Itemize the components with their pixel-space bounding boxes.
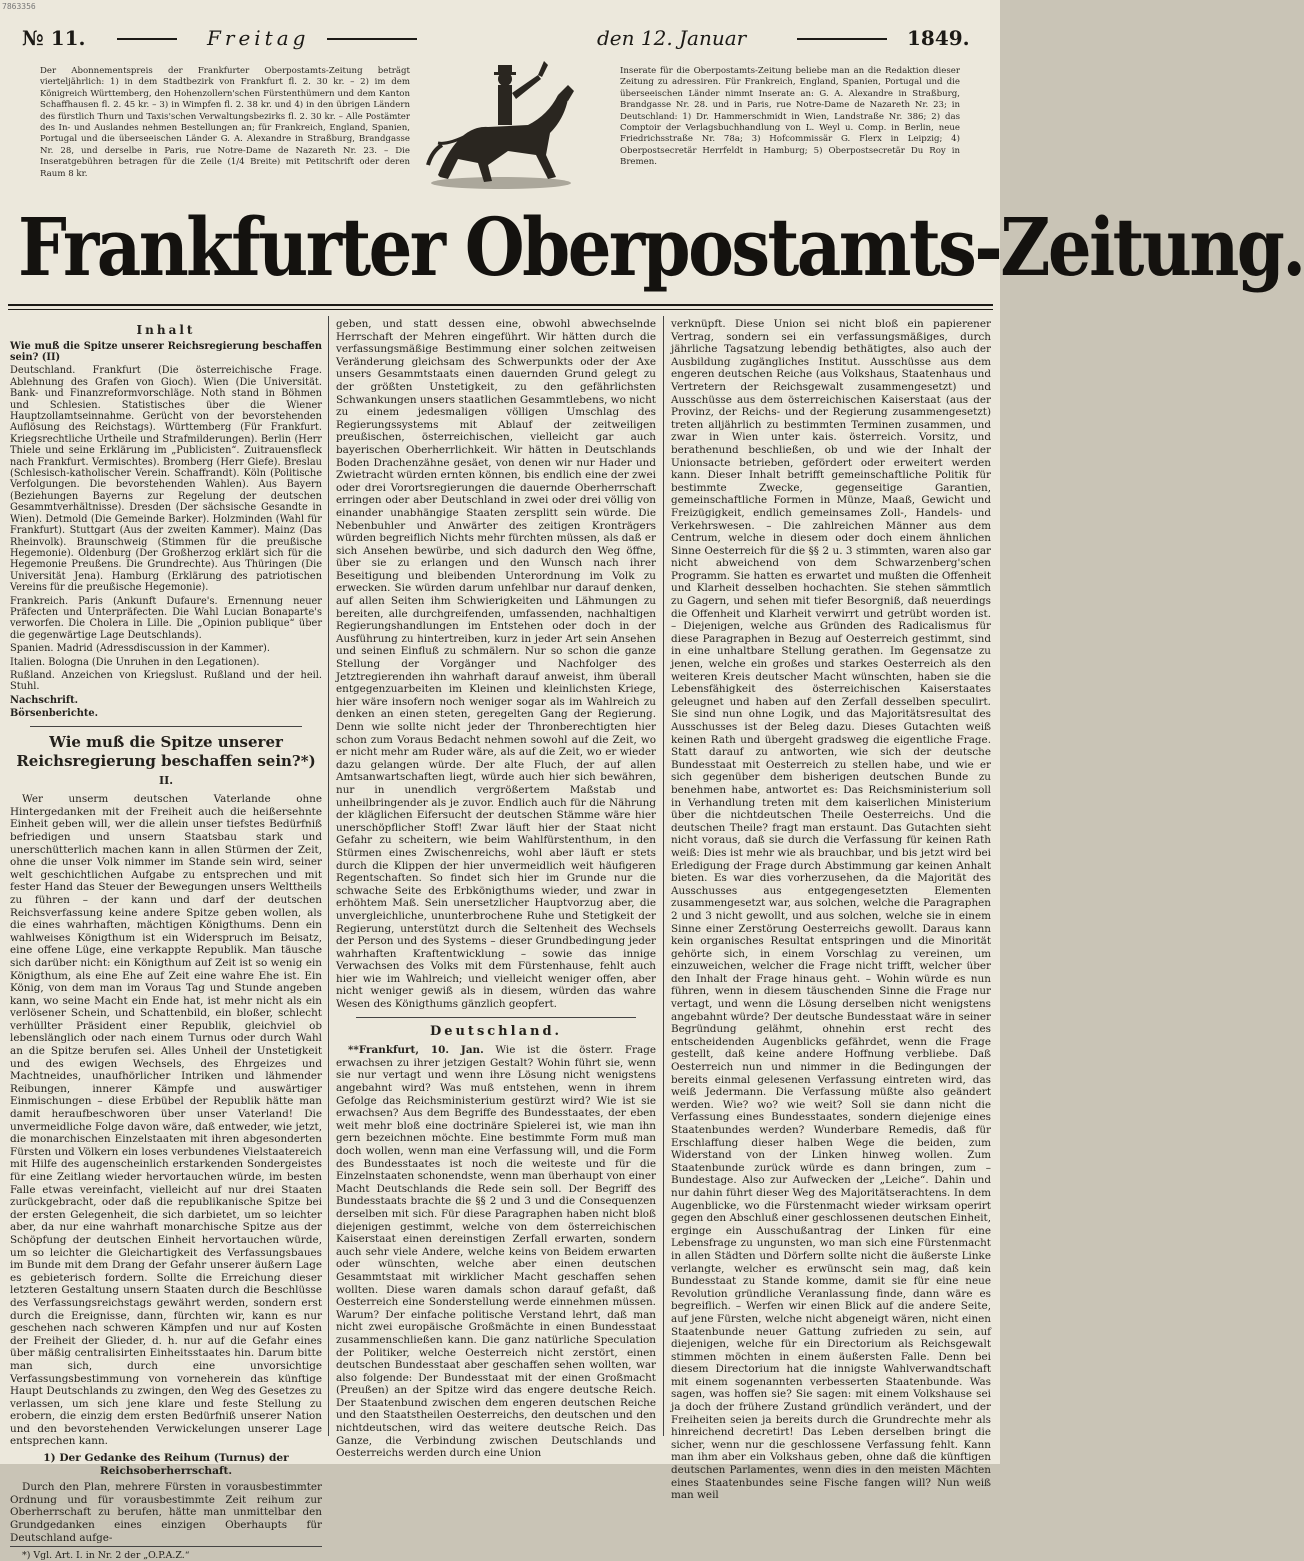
title-rule — [8, 304, 993, 306]
newspaper-title: Frankfurter Oberpostamts-Zeitung. — [18, 200, 1304, 294]
table-of-contents — [10, 324, 322, 720]
article-subheading: 1) Der Gedanke des Reihum (Turnus) der Reichsoberherrschaft. — [43, 1452, 289, 1477]
rule — [327, 38, 417, 40]
divider — [356, 1017, 636, 1018]
section-title: Deutschland. — [429, 1023, 563, 1039]
footnote: *) Vgl. Art. I. in Nr. 2 der „O.P.A.Z.“ — [10, 1546, 322, 1561]
contents-item: Spanien. Madrid (Adressdiscussion in der Kammer). — [10, 643, 270, 655]
article-paragraph: Durch den Plan, mehrere Fürsten in vorausbestimmter Ordnung und für vorausbestimmte Zeit reihum zur Oberherrschaft zu berufen, hätte man unmittelbar den Grundgedanken eines einzigen Oberhaupts für Deutschland aufge- — [10, 1481, 322, 1544]
contents-item: Italien. Bologna (Die Unruhen in den Legationen). — [10, 656, 260, 668]
subscription-info: Der Abonnementspreis der Frankfurter Oberpostamts-Zeitung beträgt vierteljährlich: 1) in dem Stadtbezirk von Frankfurt fl. 2. 30 kr. – 2) im dem Königreich Württemberg, den Hohenzollern'schen Fürstenthümern und dem Kanton Schaffhausen fl. 2. 45 kr. – 3) in Wimpfen fl. 2. 38 kr. und 4) in den übrigen Ländern des fürstlich Thurn und Taxis'schen Verwaltungsbezirks fl. 2. 30 kr. – Alle Postämter des In- und Auslandes nehmen Bestellungen an; für Frankreich, England, Spanien, Portugal und die überseeischen Länder G. A. Alexandre in Straßburg, Brandgasse Nr. 28, und derselbe in Paris, rue Notre-Dame de Nazareth Nr. 23. – Die Inseratgebühren betragen für die Zeile (1/4 Breite) mit Petitschrift oder deren Raum 8 kr. — [40, 66, 410, 179]
rule — [117, 38, 177, 40]
issue-date: den 12. Januar — [597, 26, 747, 50]
divider — [30, 726, 302, 727]
contents-item: Frankreich. Paris (Ankunft Dufaure's. Ernennung neuer Präfecten und Unterpräfecten. Die Wahl Lucian Bonaparte's verworfen. Die Cholera in Lille. Die „Opinion publique“ über die gegenwärtige Lage Deutschlands). — [10, 595, 322, 641]
article-paragraph: verknüpft. Diese Union sei nicht bloß ein papierener Vertrag, sondern sei ein verfassungsmäßiges, durch jährliche Tagsatzung lebendig bethätigtes, also auch der Ausbildung zugängliches Institut. Ausschüsse aus dem engeren deutschen Reiche (aus Volkshaus, Staatenhaus und Vertretern der Reichsgewalt zusammengesetzt) und Ausschüsse aus dem österreichischen Kaiserstaat (aus der Provinz, der Reichs- und der Regierung zusammengesetzt) treten alljährlich zu bestimmten Terminen zusammen, und zwar in Wien unter kais. österreich. Vorsitz, und berathenund beschließen, ob und wie der Inhalt der Unionsacte betrieben, gefördert oder erweitert werden kann. Dieser Inhalt betrifft gemeinschaftliche Politik für bestimmte Zwecke, gegenseitige Garantien, gemeinschaftliche Formen in Münze, Maaß, Gewicht und Freizügigkeit, endlich gemeinsames Zoll-, Handels- und Verkehrswesen. – Die zahlreichen Männer aus dem Centrum, welche in diesem oder doch einem ähnlichen Sinne Oesterreich für die §§ 2 u. 3 stimmten, waren also gar nicht abweichend von dem Schwarzenberg'schen Programm. Sie hatten es erwartet und mußten die Offenheit und Klarheit desselben hochachten. Sie stehen sämmtlich zu Gagern, und sehen mit tiefer Besorgniß, daß neuerdings die Offenheit und Klarheit verwirrt und getrübt worden ist. – Diejenigen, welche aus Gründen des Radicalismus für diese Paragraphen in Bezug auf Oesterreich gestimmt, sind in eine unhaltbare Stellung gerathen. Im Gegensatze zu jenen, welche ein großes und starkes Oesterreich als den weiteren Kreis deutscher Macht wünschten, haben sie die Lebensfähigkeit des österreichischen Kaiserstaates geleugnet und haben auf den Zerfall desselben speculirt. Sie sind nun ohne Logik, und das Majoritätsresultat des Ausschusses ist der Beleg dazu. Dieses Gutachten weiß keinen Rath und übergeht gradsweg die eigentliche Frage. Statt darauf zu antworten, wie sich der deutsche Bundesstaat mit Oesterreich zu stellen habe, und wie er sich gegenüber dem bisherigen deutschen Bunde zu benehmen habe, antwortet es: Das Reichsministerium soll in Verhandlung treten mit dem kaiserlichen Ministerium über die nichtdeutschen Theile Oesterreichs. Und die deutschen Theile? fragt man erstaunt. Das Gutachten sieht nicht voraus, daß sie durch die Verfassung für keinen Rath weiß: Dies ist mehr wie als brauchbar, und bis jetzt wird bei Erledigung der Frage durch Abstimmung gar keinen Anhalt bieten. Es war dies vorherzusehen, da die Majorität des Ausschusses aus entgegengesetzten Elementen zusammengesetzt war, aus solchen, welche die Paragraphen 2 und 3 nicht gewollt, und aus solchen, welche sie in einem Sinne einer Zerstörung Oesterreichs gewollt. Daraus kann kein organisches Resultat entspringen und die Minorität gehörte sich, in einem Vorschlag zu vereinen, um einzuweichen, welcher die Frage nicht trifft, welcher über den Inhalt der Frage hinaus geht. – Wohin würde es nun führen, wenn in diesem täuschenden Sinne die Frage nur vertagt, und wenn die Lösung derselben nicht wenigstens angebahnt würde? Der deutsche Bundesstaat wäre in seiner Begründung gelähmt, ohnehin erst recht des entscheidenden Augenblicks gefährdet, wenn die Frage gestellt, daß keine andere Hoffnung verbliebe. Daß Oesterreich nun und nimmer in die Bedingungen der bereits einmal gelesenen Verfassung eintreten wird, das weiß Jedermann. Die Verfassung müßte also geändert werden. Wie? wo? wie weit? Soll sie dann nicht die Verfassung eines Bundesstaates, sondern diejenige eines Staatenbundes werden? Wunderbare Remedis, daß für Erschlaffung dieser halben Wege die beiden, zum Widerstand von der Linken hinweg wollen. Zum Staatenbunde zurück würde es dann bringen, zum – Bundestage. Also zur Aufwecken der „Leiche“. Dahin und nur dahin führt dieser Weg des Majoritätserachtens. In dem Augenblicke, wo die Fürstenmacht wieder wirksam operirt gegen den Abschluß einer geschlossenen deutschen Einheit, erginge ein Ausschußantrag der Linken für eine Lebensfrage zu ungunsten, wo man sich eine Fürstenmacht in allen Städten und Dörfern sollte nicht die äußerste Linke verlangte, welcher es erwünscht sein mag, daß kein Bundesstaat zu Stande komme, damit sie für eine neue Revolution gründliche Veranlassung finde, dann wäre es begreiflich. – Werfen wir einen Blick auf die andere Seite, auf jene Fürsten, welche nicht abgeneigt wären, nicht einen Staatenbunde neuer Gattung zufrieden zu sein, auf diejenigen, welche für ein Directorium als Reichsgewalt stimmen möchten in einem äußersten Falle. Denn bei diesem Directorium hat die innigste Wahlverwandtschaft mit einem sogenannten verbesserten Staatenbunde. Was sagen, was hoffen sie? Sie sagen: mit einem Volkshause sei ja doch der frühere Zustand gründlich verändert, und der Freiheiten seien ja bereits durch die Grundrechte mehr als hinreichend decretirt! Das Leben derselben bringt die sicher, wenn nur die geschlossene Verfassung fehlt. Kann man ihm aber ein Volkshaus geben, ohne daß die künftigen deutschen Parlamentes, wenn dies in den meisten Mächten eines Staatenbundes seine Fische fangen will? Nun weiß man weil — [671, 318, 992, 1502]
contents-item: Deutschland. Frankfurt (Die österreichische Frage. Ablehnung des Grafen von Gioch). Wien (Die Universität. Bank- und Finanzreformvorschläge. Noth stand in Böhmen und Schlesien. Statistisches über die Wiener Hauptzollamtseinnahme. Gerücht von der bevorstehenden Auflösung des Reichstags). Württemberg (Für Frankfurt. Kriegsrechtliche Urtheile und Strafmilderungen). Berlin (Herr Thiele und seine Erklärung im „Publicisten“. Zuitrauensfleck nach Frankfurt. Vermischtes). Bromberg (Herr Giefe). Breslau (Schlesisch-katholischer Verein. Schaffrandt). Köln (Politische Verfolgungen. Die bevorstehenden Wahlen). Aus Bayern (Beziehungen Bayerns zur Regelung der deutschen Gesammtverhältnisse). Dresden (Der sächsische Gesandte in Wien). Detmold (Die Gemeinde Barker). Holzminden (Wahl für Frankfurt). Stuttgart (Aus der zweiten Kammer). Mainz (Das Rheinvolk). Braunschweig (Stimmen für die preußische Hegemonie). Oldenburg (Der Großherzog erklärt sich für die Hegemonie Preußens. Die Grundrechte). Aus Thüringen (Die Universität Jena). Hamburg (Erklärung des patriotischen Vereins für die preußische Hegemonie). — [10, 365, 322, 594]
weekday: Freitag — [207, 26, 310, 50]
title-rule-thin — [8, 309, 993, 310]
contents-item: Rußland. Anzeichen von Kriegslust. Rußland und der heil. Stuhl. — [10, 669, 322, 693]
article-paragraph: geben, und statt dessen eine, obwohl abwechselnde Herrschaft der Mehren eingeführt. Wir hätten durch die verfassungsmäßige Bestimmung einer solchen zeitweisen Veränderung gleichsam des Schwerpunkts oder der Axe unsers Gesammtstaats einen dauernden Grund gelegt zu der größten Unstetigkeit, zu den gefährlichsten Schwankungen unsers staatlichen Gesammtlebens, wo nicht zu einem jedesmaligen völligen Umschlag des Regierungssystems mit Ablauf der zeitweiligen preußischen, österreichischen, vielleicht gar auch bayerischen Oberherrlichkeit. Wir hätten in Deutschlands Boden Drachenzähne gesäet, von denen wir nur Hader und Zwietracht würden ernten können, bis endlich eine der zwei oder drei Vorortsregierungen die dauernde Oberherrschaft erringen oder aber Deutschland in zwei oder drei völlig von einander unabhängige Staaten zersplitt sein würde. Die Nebenbuhler und Anwärter des zeitigen Kronträgers würden begreiflich Nichts mehr fürchten müssen, als daß er sich Ansehen bewürbe, und sich dadurch den Weg öffne, über sie zu erlangen und den Wunsch nach ihrer Beseitigung und bleibenden Unterordnung im Volk zu erwecken. Sie würden darum unfehlbar nur darauf denken, auf allen Seiten ihm Schwierigkeiten und Lähmungen zu bereiten, alle durchgreifenden, umfassenden, nachhaltigen Regierungshandlungen im Entstehen oder doch in der Ausführung zu hintertreiben, kurz in jeder Art sein Ansehen und seinen Einfluß zu schmälern. Nur so schon die ganze Stellung der Vorgänger und Nachfolger des Jetztregierenden ihn wahrhaft darauf anweist, ihm überall entgegenzuarbeiten im Kleinen und kleinlichsten Kriege, hier wäre insofern noch weniger sogar als im Wahlreich zu denken an einen steten, geregelten Gang der Regierung. Denn wie sollte nicht jeder der Thronberechtigten hier schon zum Voraus Bedacht nehmen sowohl auf die Zeit, wo er nicht mehr am Ruder wäre, als auf die Zeit, wo er wieder dazu gelangen würde. Der alte Fluch, der auf allen Amtsanwartschaften liegt, würde auch hier sich bewähren, nur in unendlich vergrößertem Maßstab und unheilbringender als je zuvor. Endlich auch für die Nährung der kläglichen Eifersucht der deutschen Stämme wäre hier unerschöpflicher Stoff! Zwar läuft hier der Staat nicht Gefahr zu scheitern, wie beim Wahlfürstenthum, in den Stürmen eines Zwischenreichs, wohl aber läuft er stets durch die Klippen der hier unvermeidlich weit häufigeren Regentschaften. So findet sich hier im Grunde nur die schwache Seite des Erbkönigthums wieder, und zwar in erhöhtem Maß. Sein unersetzlicher Hauptvorzug aber, die unvergleichliche, ununterbrochene Ruhe und Stetigkeit der Regierung, unterstützt durch die Seltenheit des Wechsels der Person und des Systems – dieser Grundbedingung jeder wahrhaften Kraftentwicklung – sowie das innige Verwachsen des Volks mit dem Fürstenhause, fehlt auch hier wie im Wahlreich; und vielleicht weniger offen, aber nicht weniger gewiß als in diesem, würden das wahre Wesen des Königthums gänzlich geopfert. — [336, 318, 656, 1011]
dateline: **Frankfurt, 10. Jan. — [348, 1044, 484, 1057]
contents-item: Börsenberichte. — [10, 708, 99, 720]
post-rider-illustration — [418, 55, 584, 195]
column-2 — [336, 318, 656, 1460]
rule — [797, 38, 887, 40]
column-rule — [328, 316, 329, 1436]
article-paragraph: Wer unserm deutschen Vaterlande ohne Hintergedanken mit der Freiheit auch die heißersehnte Einheit geben will, wer die allein unser tiefstes Bedürfniß befriedigen und unsern Staatsbau stark und unerschütterlich machen kann in allen Stürmen der Zeit, ohne die unser Volk nimmer im Stande sein wird, seiner welt geschichtlichen Aufgabe zu entsprechen und mit fester Hand das Steuer der Bewegungen unsers Welttheils zu führen – der kann und darf der deutschen Reichsverfassung keine andere Spitze geben wollen, als die eines wahrhaften, mächtigen Königthums. Denn ein wahlweises Königthum ist ein Widerspruch im Beisatz, eine offene Lüge, eine verkappte Republik. Man täusche sich darüber nicht: ein Königthum auf Zeit ist so wenig ein Königthum, als eine Ehe auf Zeit eine wahre Ehe ist. Ein König, von dem man im Voraus Tag und Stunde angeben kann, wo seine Macht ein Ende hat, ist mehr nicht als ein verlösener Schein, und Schattenbild, ein bloßer, schlecht verhüllter Präsident einer Republik, gleichviel ob lebenslänglich oder nach einem Turnus oder durch Wahl an die Spitze berufen sei. Alles Unheil der Unstetigkeit und des ewigen Wechsels, des Ehrgeizes und Machtneides, unaufhörlicher Intriken und lähmender Reibungen, innerer Kämpfe und auswärtiger Einmischungen – diese Erbübel der Republik hätte man damit heraufbeschworen über unser Vaterland! Die unvermeidliche Folge davon wäre, daß entweder, wie jetzt, die monarchischen Einzelstaaten mit ihren abgesonderten Fürsten und Völkern ein loses verbundenes Vielstaatereich mit Hilfe des augenscheinlich erstarkenden Sondergeistes für eine Zeitlang wieder hervortauchen würde, im besten Falle etwas vereinfacht, vielleicht auf nur drei Staaten zurückgebracht, oder daß die republikanische Spitze bei der ersten Gelegenheit, die sich darbietet, um so leichter aber, da nur eine wahrhaft monarchische Spitze aus der Schöpfung der deutschen Einheit hervortauchen würde, um so leichter die Gleichartigkeit des Verfassungsbaues im Bunde mit dem Drang der Gefahr unserer äußern Lage es gebieterisch fordern. Sollte die Erreichung dieser letzteren Gestaltung unsern Staaten durch die Beschlüsse des Verfassungsreichstags gewährt werden, sondern erst durch die Ereignisse, dann, fürchten wir, kann es nur geschehen nach schweren Kämpfen und nur auf Kosten der Freiheit der Glieder, d. h. nur auf die Gefahr eines über mäßig centralisirten Einheitsstaates hin. Darum bitte man sich, durch eine unvorsichtige Verfassungsbestimmung von vorneherein das künftige Haupt Deutschlands zu zwingen, den Weg des Gesetzes zu verlassen, um sich jene klare und feste Stellung zu erobern, die einzig dem ersten Bedürfniß unserer Nation und den bevorstehenden Verwickelungen unserer Lage entsprechen kann. — [10, 793, 322, 1448]
advertising-info: Inserate für die Oberpostamts-Zeitung beliebe man an die Redaktion dieser Zeitung zu adressiren. Für Frankreich, England, Spanien, Portugal und die überseeischen Länder nimmt Inserate an: G. A. Alexandre in Straßburg, Brandgasse Nr. 28. und in Paris, rue Notre-Dame de Nazareth Nr. 23; in Deutschland: 1) Dr. Hammerschmidt in Wien, Landstraße Nr. 386; 2) das Comptoir der Verlagsbuchhandlung von L. Weyl u. Comp. in Berlin, neue Friedrichsstraße Nr. 78a; 3) Hofcommissär G. Flerx in Leipzig; 4) Oberpostsecretär Herrfeldt in Hamburg; 5) Oberpostsecretär Du Roy in Bremen. — [620, 66, 960, 168]
archive-id: 7863356 — [2, 2, 36, 11]
article-paragraph: Wie ist die österr. Frage erwachsen zu ihrer jetzigen Gestalt? Wohin führt sie, wenn sie nur vertagt und wenn ihre Lösung nicht wenigstens angebahnt wird? Was muß entstehen, wenn in ihrem Gefolge das Reichsministerium gestürzt wird? Wie ist sie erwachsen? Aus dem Begriffe des Bundesstaates, der eben weit mehr bloß eine doctrinäre Spielerei ist, wie man ihn gern bezeichnen möchte. Eine bestimmte Form muß man doch wollen, wenn man eine Verfassung will, und die Form des Bundesstaates ist noch die weiteste und für die Einzelnstaaten schonendste, wenn man überhaupt von einer Macht Deutschlands die Rede sein soll. Der Begriff des Bundesstaats brachte die §§ 2 und 3 und die Consequenzen derselben mit sich. Für diese Paragraphen haben nicht bloß diejenigen gestimmt, welche von dem österreichischen Kaiserstaat einen dereinstigen Zerfall erwarten, sondern auch sehr viele Andere, welche keins von Beidem erwarten oder wünschten, welche aber einen deutschen Gesammtstaat mit wirklicher Macht geschaffen sehen wollten. Diese waren damals schon darauf gefaßt, daß Oesterreich eine Sonderstellung werde einnehmen müssen. Warum? Der einfache politische Verstand lehrt, daß man nicht zwei europäische Großmächte in einen Bundesstaat zusammenschließen kann. Die ganz natürliche Speculation der Politiker, welche Oesterreich nicht zerstört, einen deutschen Bundesstaat aber geschaffen sehen wollten, war also folgende: Der Bundesstaat mit der einen Großmacht (Preußen) an der Spitze wird das engere deutsche Reich. Der Staatenbund zwischen dem engeren deutschen Reiche und den Staatstheilen Oesterreichs, den deutschen und den nichtdeutschen, wird das weitere deutsche Reich. Das Ganze, die Verbindung zwischen Deutschlands und Oesterreichs werden durch eine Union — [336, 1044, 656, 1460]
issue-line — [22, 18, 972, 58]
column-1 — [10, 318, 322, 1561]
contents-title: Inhalt — [136, 323, 196, 337]
article-title: Wie muß die Spitze unserer Reichsregierung beschaffen sein?*) — [16, 732, 316, 770]
contents-item: Wie muß die Spitze unserer Reichsregierung beschaffen sein? (II) — [10, 340, 322, 363]
issue-year: 1849. — [907, 26, 970, 50]
contents-item: Nachschrift. — [10, 694, 79, 706]
column-3 — [671, 318, 992, 1502]
column-rule — [663, 316, 664, 1436]
article-part: II. — [158, 773, 174, 787]
issue-number: № 11. — [22, 26, 86, 50]
